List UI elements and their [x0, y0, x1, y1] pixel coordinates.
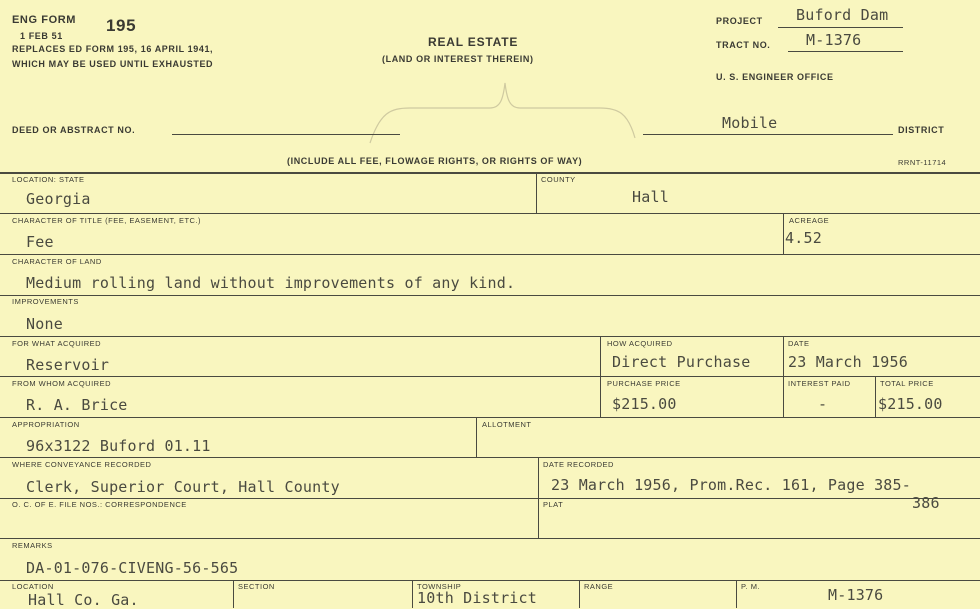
location2-value: Hall Co. Ga.: [28, 591, 139, 609]
grid-line-4: [0, 295, 980, 296]
interest-paid-value: -: [818, 395, 828, 413]
vline-date: [783, 336, 784, 417]
vline-pm: [736, 580, 737, 608]
form-date: 1 FEB 51: [20, 31, 63, 41]
tract-value: M-1376: [806, 31, 862, 49]
vline-county: [536, 172, 537, 213]
remarks-value: DA-01-076-CIVENG-56-565: [26, 559, 239, 577]
section-label: SECTION: [238, 582, 275, 591]
form-title: REAL ESTATE: [428, 35, 519, 49]
grid-line-3: [0, 254, 980, 255]
how-acquired-value: Direct Purchase: [612, 353, 751, 371]
remarks-label: REMARKS: [12, 541, 53, 550]
acreage-label: ACREAGE: [789, 216, 830, 225]
allotment-label: ALLOTMENT: [482, 420, 532, 429]
tract-line: [788, 51, 903, 52]
for-what-value: Reservoir: [26, 356, 110, 374]
location-state-value: Georgia: [26, 190, 91, 208]
bracket-decoration-icon: [360, 78, 650, 148]
date-recorded-value-2: 386: [912, 494, 940, 512]
oc-file-label: O. C. OF E. FILE NOS.: CORRESPONDENCE: [12, 500, 187, 509]
improvements-label: IMPROVEMENTS: [12, 297, 79, 306]
vline-acreage: [783, 213, 784, 254]
date-recorded-value: 23 March 1956, Prom.Rec. 161, Page 385-: [551, 476, 911, 494]
vline-recorded: [538, 457, 539, 538]
form-subtitle: (LAND OR INTEREST THEREIN): [382, 54, 534, 64]
vline-allotment: [476, 417, 477, 457]
purchase-price-value: $215.00: [612, 395, 677, 413]
project-value: Buford Dam: [796, 6, 889, 24]
where-recorded-label: WHERE CONVEYANCE RECORDED: [12, 460, 152, 469]
form-number: 195: [106, 16, 137, 35]
improvements-value: None: [26, 315, 63, 333]
vline-section: [233, 580, 234, 608]
grid-line-6: [0, 376, 980, 377]
grid-line-5: [0, 336, 980, 337]
grid-line-2: [0, 213, 980, 214]
township-value: 10th District: [417, 589, 537, 607]
deed-label: DEED OR ABSTRACT NO.: [12, 125, 136, 135]
grid-line-10: [0, 538, 980, 539]
interest-paid-label: INTEREST PAID: [788, 379, 851, 388]
appropriation-value: 96x3122 Buford 01.11: [26, 437, 211, 455]
location-state-label: LOCATION: STATE: [12, 175, 85, 184]
district-label: DISTRICT: [898, 125, 945, 135]
district-value: Mobile: [722, 114, 778, 132]
replaces-line1: REPLACES ED FORM 195, 16 APRIL 1941,: [12, 44, 214, 54]
form-id: [12, 14, 76, 26]
vline-how: [600, 336, 601, 417]
include-note: (INCLUDE ALL FEE, FLOWAGE RIGHTS, OR RIGHTS OF WAY): [287, 156, 583, 166]
for-what-label: FOR WHAT ACQUIRED: [12, 339, 102, 348]
from-whom-value: R. A. Brice: [26, 396, 128, 414]
where-recorded-value: Clerk, Superior Court, Hall County: [26, 478, 340, 496]
plat-label: PLAT: [543, 500, 564, 509]
project-line: [778, 27, 903, 28]
total-price-value: $215.00: [878, 395, 943, 413]
vline-total: [875, 376, 876, 417]
grid-line-8: [0, 457, 980, 458]
appropriation-label: APPROPRIATION: [12, 420, 80, 429]
deed-line: [172, 134, 400, 135]
county-value: Hall: [632, 188, 669, 206]
grid-line-9: [0, 498, 980, 499]
purchase-price-label: PURCHASE PRICE: [607, 379, 681, 388]
form-id-text: ENG FORM: [12, 14, 77, 26]
tract-label: TRACT NO.: [716, 40, 771, 50]
character-title-label: CHARACTER OF TITLE (FEE, EASEMENT, ETC.): [12, 216, 202, 225]
date-label: DATE: [788, 339, 810, 348]
total-price-label: TOTAL PRICE: [880, 379, 934, 388]
district-line: [643, 134, 893, 135]
date-recorded-label: DATE RECORDED: [543, 460, 614, 469]
location2-label: LOCATION: [12, 582, 54, 591]
grid-line-7: [0, 417, 980, 418]
county-label: COUNTY: [541, 175, 576, 184]
project-label: PROJECT: [716, 16, 763, 26]
pm-label: P. M.: [741, 582, 761, 591]
vline-range: [579, 580, 580, 608]
from-whom-label: FROM WHOM ACQUIRED: [12, 379, 111, 388]
character-land-value: Medium rolling land without improvements of any kind.: [26, 274, 516, 292]
character-title-value: Fee: [26, 233, 54, 251]
engineer-office: U. S. ENGINEER OFFICE: [716, 72, 834, 82]
replaces-line2: WHICH MAY BE USED UNTIL EXHAUSTED: [12, 59, 214, 69]
how-acquired-label: HOW ACQUIRED: [607, 339, 673, 348]
vline-township: [412, 580, 413, 608]
date-value: 23 March 1956: [788, 353, 908, 371]
acreage-value: 4.52: [785, 229, 822, 247]
range-label: RANGE: [584, 582, 614, 591]
character-land-label: CHARACTER OF LAND: [12, 257, 102, 266]
grid-line-top: [0, 172, 980, 174]
rrnt-code: RRNT-11714: [898, 158, 947, 167]
township-label: TOWNSHIP: [417, 582, 462, 591]
pm-value: M-1376: [828, 586, 884, 604]
grid-line-11: [0, 580, 980, 581]
